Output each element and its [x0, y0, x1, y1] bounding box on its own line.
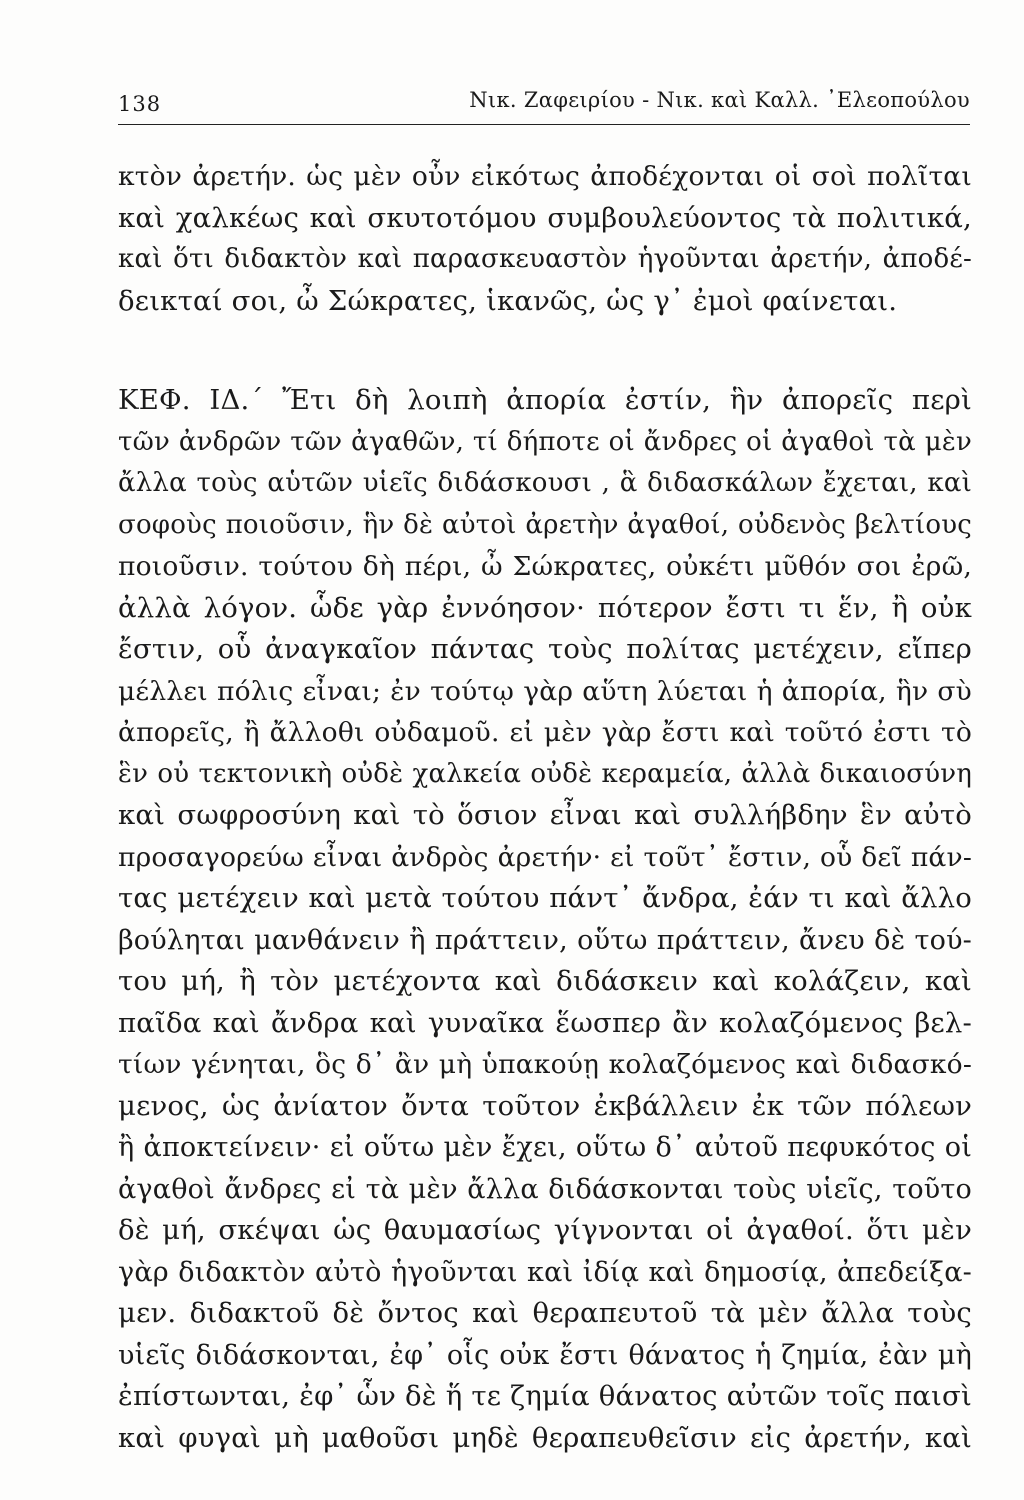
paragraph-1 — [118, 156, 972, 322]
text-line: υἱεῖς διδάσκονται, ἐφ᾿ οἷς οὐκ ἔστι θάνατος ἡ ζημία, ἐὰν μὴ — [118, 1339, 972, 1371]
text-line: προσαγορεύω εἶναι ἀνδρὸς ἀρετήν· εἰ τοῦτ᾿ ἔστιν, οὗ δεῖ πάν- — [118, 841, 972, 873]
text-line: βούληται μανθάνειν ἢ πράττειν, οὕτω πράττειν, ἄνευ δὲ τού- — [118, 924, 972, 956]
text-line: δὲ μή, σκέψαι ὡς θαυμασίως γίγνονται οἱ ἀγαθοί. ὅτι μὲν — [118, 1214, 972, 1246]
body-text — [118, 156, 972, 1459]
text-line: ἀπορεῖς, ἢ ἄλλοθι οὐδαμοῦ. εἰ μὲν γὰρ ἔστι καὶ τοῦτό ἐστι τὸ — [118, 717, 972, 748]
text-line: τίων γένηται, ὃς δ᾿ ἂν μὴ ὑπακούῃ κολαζόμενος καὶ διδασκό- — [118, 1049, 972, 1080]
text-line: ἄλλα τοὺς αὑτῶν υἱεῖς διδάσκουσι , ἃ διδασκάλων ἔχεται, καὶ — [118, 468, 972, 498]
text-line: καὶ ὅτι διδακτὸν καὶ παρασκευαστὸν ἡγοῦνται ἀρετήν, ἀποδέ- — [118, 244, 972, 274]
page-number: 138 — [118, 92, 162, 116]
text-line: καὶ χαλκέως καὶ σκυτοτόμου συμβουλεύοντος τὰ πολιτικά, — [118, 201, 972, 234]
text-line: μενος, ὡς ἀνίατον ὄντα τοῦτον ἐκβάλλειν ἐκ τῶν πόλεων — [118, 1089, 972, 1122]
text-line: ἔστιν, οὗ ἀναγκαῖον πάντας τοὺς πολίτας μετέχειν, εἴπερ — [118, 633, 972, 665]
text-line: ἓν οὐ τεκτονικὴ οὐδὲ χαλκεία οὐδὲ κεραμεία, ἀλλὰ δικαιοσύνη — [118, 758, 972, 789]
chapter-heading-line: ΚΕΦ. ΙΔ.΄ Ἔτι δὴ λοιπὴ ἀπορία ἐστίν, ἣν ἀπορεῖς περὶ — [118, 384, 972, 416]
text-line: καὶ σωφροσύνη καὶ τὸ ὅσιον εἶναι καὶ συλλήβδην ἓν αὐτὸ — [118, 799, 972, 831]
text-line: τῶν ἀνδρῶν τῶν ἀγαθῶν, τί δήποτε οἱ ἄνδρες οἱ ἀγαθοὶ τὰ μὲν — [118, 426, 972, 457]
text-line: μεν. διδακτοῦ δὲ ὄντος καὶ θεραπευτοῦ τὰ μὲν ἄλλα τοὺς — [118, 1297, 972, 1329]
text-line: ἐπίστωνται, ἐφ᾿ ὧν δὲ ἥ τε ζημία θάνατος αὐτῶν τοῖς παισὶ — [118, 1380, 972, 1412]
running-head — [118, 84, 970, 118]
text-line: κτὸν ἀρετήν. ὡς μὲν οὖν εἰκότως ἀποδέχονται οἱ σοὶ πολῖται — [118, 161, 972, 192]
text-line: του μή, ἢ τὸν μετέχοντα καὶ διδάσκειν καὶ κολάζειν, καὶ — [118, 965, 972, 997]
text-line: ποιοῦσιν. τούτου δὴ πέρι, ὦ Σώκρατες, οὐκέτι μῦθόν σοι ἐρῶ, — [118, 551, 972, 582]
text-line: γὰρ διδακτὸν αὐτὸ ἡγοῦνται καὶ ἰδίᾳ καὶ δημοσίᾳ, ἀπεδείξα- — [118, 1256, 972, 1288]
text-line: δεικταί σοι, ὦ Σώκρατες, ἱκανῶς, ὡς γ᾿ ἐμοὶ φαίνεται. — [118, 284, 898, 317]
text-line: μέλλει πόλις εἶναι; ἐν τούτῳ γὰρ αὕτη λύεται ἡ ἀπορία, ἣν σὺ — [118, 675, 972, 707]
running-head-title: Νικ. Ζαφειρίου - Νικ. καὶ Καλλ. ᾿Ελεοπούλου — [469, 88, 970, 112]
text-line: σοφοὺς ποιοῦσιν, ἣν δὲ αὐτοὶ ἀρετὴν ἀγαθοί, οὐδενὸς βελτίους — [118, 509, 972, 540]
text-line: παῖδα καὶ ἄνδρα καὶ γυναῖκα ἕωσπερ ἂν κολαζόμενος βελ- — [118, 1006, 972, 1039]
text-line: καὶ φυγαὶ μὴ μαθοῦσι μηδὲ θεραπευθεῖσιν εἰς ἀρετήν, καὶ — [118, 1421, 972, 1454]
text-line: ἀλλὰ λόγον. ὧδε γὰρ ἐννόησον· πότερον ἔστι τι ἕν, ἢ οὐκ — [118, 591, 972, 624]
text-line: ἢ ἀποκτείνειν· εἰ οὕτω μὲν ἔχει, οὕτω δ᾿ αὐτοῦ πεφυκότος οἱ — [118, 1132, 972, 1163]
paragraph-gap — [118, 322, 972, 380]
text-line: τας μετέχειν καὶ μετὰ τούτου πάντ᾿ ἄνδρα, ἐάν τι καὶ ἄλλο — [118, 882, 972, 914]
text-line: ἀγαθοὶ ἄνδρες εἰ τὰ μὲν ἄλλα διδάσκονται τοὺς υἱεῖς, τοῦτο — [118, 1173, 972, 1205]
paragraph-2 — [118, 380, 972, 1459]
header-rule — [118, 124, 970, 125]
